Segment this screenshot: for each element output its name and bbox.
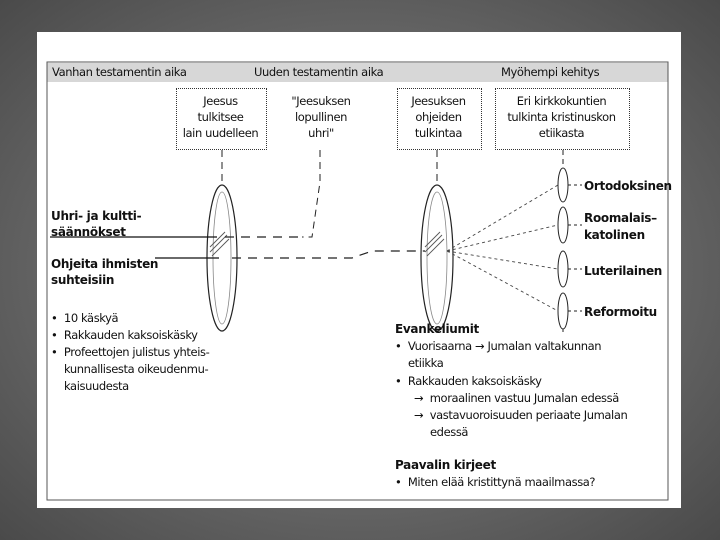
header-col2: Uuden testamentin aika	[254, 65, 384, 79]
bullet-rakkauden: • Rakkauden kaksoiskäsky	[51, 328, 198, 342]
evank-line2: etiikka	[408, 356, 444, 370]
church-ortodoksinen: Ortodoksinen	[584, 179, 672, 193]
evank-line5: → vastavuoroisuuden periaate Jumalan	[414, 408, 628, 422]
box1-line2: tulkitsee	[197, 110, 244, 124]
box3-line1: Jeesuksen	[411, 94, 466, 108]
right-arrow-icon: →	[471, 339, 488, 353]
box2-line1: "Jeesuksen	[291, 94, 351, 108]
heading-ohjeita-line2: suhteisiin	[51, 273, 115, 287]
heading-ohjeita-line1: Ohjeita ihmisten	[51, 257, 159, 271]
box2-line2: lopullinen	[294, 110, 348, 124]
box3-line2: ohjeiden	[415, 110, 462, 124]
church-lenses	[558, 168, 568, 329]
heading-uhri-line2: säännökset	[51, 225, 126, 239]
box3-line3: tulkintaa	[414, 126, 463, 140]
box2-line3: uhri"	[308, 126, 334, 140]
right-arrow-icon: →	[414, 391, 430, 405]
bullet-dot-icon: •	[51, 328, 64, 342]
box4-line3: etiikasta	[538, 126, 585, 140]
bullet-dot-icon: •	[395, 475, 408, 489]
box4-line2: tulkinta kristinuskon	[507, 110, 616, 124]
dashed-link-box2	[302, 150, 320, 237]
diagram-slide	[37, 32, 681, 508]
heading-uhri-line1: Uhri- ja kultti-	[51, 209, 142, 223]
bullet-10-kaskya: • 10 käskyä	[51, 311, 119, 325]
bullet-dot-icon: •	[395, 374, 408, 388]
evank-line6: edessä	[430, 425, 469, 439]
dashed-ohjeita-continue	[232, 251, 425, 258]
evank-line4: → moraalinen vastuu Jumalan edessä	[414, 391, 619, 405]
evank-line1: • Vuorisaarna → Jumalan valtakunnan	[395, 339, 602, 353]
evank-line3: • Rakkauden kaksoiskäsky	[395, 374, 542, 388]
bullet-profeettojen: • Profeettojen julistus yhteis-	[51, 345, 210, 359]
bullet-dot-icon: •	[395, 339, 408, 353]
paavali-line1: • Miten elää kristittynä maailmassa?	[395, 475, 596, 489]
heading-evankeliumit: Evankeliumit	[395, 322, 479, 336]
bullet-dot-icon: •	[51, 311, 64, 325]
church-roomalais: Roomalais–	[584, 211, 657, 225]
lens-middle	[421, 185, 453, 331]
heading-paavalin-kirjeet: Paavalin kirjeet	[395, 458, 496, 472]
fan-lines	[447, 185, 558, 311]
header-col1: Vanhan testamentin aika	[52, 65, 187, 79]
box4-line1: Eri kirkkokuntien	[516, 94, 607, 108]
right-arrow-icon: →	[414, 408, 430, 422]
bullet-profeettojen-cont1: kunnallisesta oikeudenmu-	[64, 362, 209, 376]
header-col3: Myöhempi kehitys	[501, 65, 600, 79]
church-katolinen: katolinen	[584, 228, 645, 242]
box1-line3: lain uudelleen	[182, 126, 259, 140]
church-reformoitu: Reformoitu	[584, 305, 657, 319]
bullet-dot-icon: •	[51, 345, 64, 359]
box1-line1: Jeesus	[203, 94, 238, 108]
church-luterilainen: Luterilainen	[584, 264, 663, 278]
bullet-profeettojen-cont2: kaisuudesta	[64, 379, 129, 393]
